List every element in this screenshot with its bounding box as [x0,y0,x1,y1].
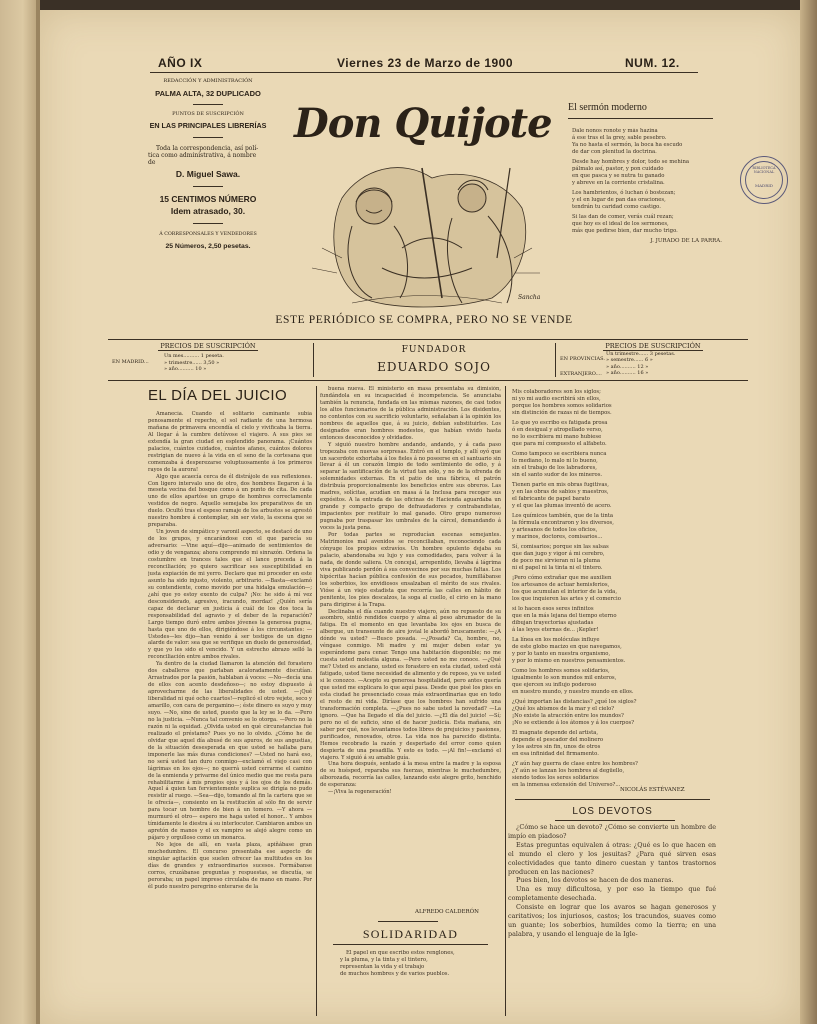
article-paragraph: Una hora después, sentado á la mesa entre la madre y la esposa de su huésped, reparaba sus fuerzas, mientras le muchedumbre, alborozada, recorría las calles, lanzando este alegre grito, henchido de esperanza: [320,761,501,789]
solidaridad-title-rule [333,944,488,945]
solidaridad-line: y la pluma, y la tinta y el tintero, [340,957,428,963]
poem-stanza: ¿Y aún hay guerra de clase entre los hombres? ¿Y aún se lanzan los hombres al degüello, siendo todos los seres solidarios en la inmensa extensión del Universo?... [512,761,638,786]
column-rule-1 [316,386,317,1016]
price-divider [193,223,223,224]
sermon-title-rule [568,118,713,119]
subs-left-box [108,340,308,380]
devotos-title: LOS DEVOTOS [572,806,653,817]
masthead-date: Viernes 23 de Marzo de 1900 [337,56,514,70]
subscription-band [108,339,748,381]
devotos-top-rule [515,799,710,800]
subs-left-row: Un mes.......... 1 peseta. [164,353,224,359]
poem-stanza: ¿Qué importan las distancias? ¿qué los siglos? ¿Qué los abismos de la mar y el cielo? ¡No existe la atracción entre los mundos? ¡No se extiende á los átomos y á los cuerpos? [512,699,637,726]
subs-right-row: » año.......... 12 » [606,363,649,370]
subs-left-rule [158,350,258,351]
binding-spine [0,0,38,1024]
manager-divider [193,186,223,187]
resellers-label: Á CORRESPONSALES Y VENDEDORES [159,232,257,237]
points-value: EN LAS PRINCIPALES LIBRERÍAS [149,121,267,130]
poem-stanza: Mis colaboradores son los siglos; ni yo mi audio escribirá sin ellos, porque los hombres somos solidarios sin distinción de razas ni de tiempos. [512,389,612,416]
sermon-author: J. JURADO DE LA PARRA. [650,238,722,244]
slogan: ESTE PERIÓDICO SE COMPRA, PERO NO SE VENDE [275,314,573,326]
correspondence-3: de [148,159,156,166]
admin-label: REDACCIÓN Y ADMINISTRACIÓN [163,78,253,84]
resellers-value: 25 Números, 2,50 pesetas. [165,243,251,250]
devotos-paragraph: Consiste en lograr que los avaros se hagan generosos y caritativos; los injuriosos, castos; los tracundos, suaves como un guante; los soberbios, humildes como la tierra; en una palabra, y usando el lenguaje de la Igle- [508,903,716,938]
subs-left-row: » trimestre...... 3,50 » [164,359,220,366]
founder-label: FUNDADOR [401,345,467,355]
logo-title: Don Quijote [294,100,552,147]
poem-stanza: Sí, comisarios; porque sin las salsas que dan jugo y vigor á mi cerebro, de poco me sirvieran ni la pluma ni el papel ni la tinta ni el tintero. [512,544,609,571]
points-divider [193,137,223,138]
solidaridad-top-rule [378,921,438,922]
subs-divider-right [555,343,556,377]
subs-right-row: Un trimestre...... 3 pesetas. [606,351,676,357]
devotos-title-rule [555,820,675,821]
admin-address: PALMA ALTA, 32 DUPLICADO [155,89,261,98]
sermon-stanza-4: Si las dan de comer, verás cuál rezan; que hoy es el ideal de los sermones, más que pedirse bien, dar mucho trigo. [572,214,678,234]
subs-right-provinces: EN PROVINCIAS. [560,356,605,362]
poem-stanza: Los químicos también, que de la tinta la fórmula encontraron y los diversos, y artesanos de todos los oficios, y marinos, doctores, comisarios... [512,513,614,540]
poem-stanza: Lo que yo escribo es fatigada prosa ó en desigual y atropellado verso, no lo escribiera mi mano hubiese que para mí compuesto el alfabeto. [512,420,608,447]
artist-signature: Sancha [518,294,541,301]
solidaridad-line: de muchos hombres y de varios pueblos. [340,971,450,977]
article-author: ALFREDO CALDERÓN [415,909,479,915]
points-label: PUNTOS DE SUSCRIPCIÓN [172,111,244,117]
solidarity-poem-continued [512,389,712,786]
library-stamp [740,156,788,204]
subs-left-row: » año.......... 10 » [164,366,207,373]
article-paragraph: Un joven de simpático y varonil aspecto, se destacó de uno de los grupos, y encarándose con el que parecía su adversario: —Vine aquí—dijo—animado de sentimientos de odio y de venganza; ahora comprendo mi sinrazón. Ordena la costumbre en trances tales que el lance preceda á la reconciliación; yo quiero sacrificar ses susceptibilidad en justa expiación de mi yerro. Declaro que mi proceder en este asunto ha sido injusto, violento, arbitrario. —Basta—exclamó su contendiente, como movido por una hidalga emulación—; ¿ahí que yo estoy exento de culpa? ¡No: he sido á mí vez desconsiderado, agresivo, iracundo, mordaz! ¿Quién sería capaz de declarar en justicia á cuál de los dos toca la responsabilidad del agravio y el deber de la reparación? Largo tiempo duró entre ambos jóvenes la generosa pugna, hasta que uno de ellos, dirigiéndose á los circunstantes: —Ustedes—les dijo—han venido á ser testigos de un digno alarde de valor: sea que se verifique un duelo de generosidad, y que yo les sido el vencido. Y un estrecho abrazo selló la reconciliación entre ambos rivales. [148,529,312,661]
poem-stanza: ¡Pero cómo extrañar que me auxilien los artesanos de actuar hemisferios, los que acumulan el interior de la vida, los que inquieren las artes y el comercio [512,575,621,602]
admin-info-box [148,78,268,250]
subs-right-row: » año.......... 16 » [606,370,649,377]
article-paragraph: Y siguió nuestro hombre andando, andando, y á cada paso tropezaba con nuevas sorpresas. Entró en el templo, y allí oyó que un sacerdote exhortaba á los fieles á no poseerse en el santuario sin llevar á él un corazón limpio de todo sentimiento de odio, y á separar la santificación de la virtud tan sólo, y no de la ofrenda de solemnidades externas. En el patio de una fábrica, el patrón distribuía proporcionalmente los beneficios entre sus obreros. Las madres, solícitas, acudían en masa á la Inclusa para recoger sus expósitos. A la entrada de las oficinas de Hacienda aguardaba un grande y compacto grupo de defraudadores y contrabandistas, impacientes por restituir lo mal ganado. Otro grupo numeroso pugnaba por traspasar los umbrales de la cárcel, demandando á voces la justa pena. [320,441,501,532]
poem-stanza: La línea en los molóculas influye de este globo macizo en que navegamos, y por lo tanto en nuestra organismo, y por lo mismo en nuestros pensamientos. [512,637,626,664]
price-back-issue: Idem atrasado, 30. [170,206,246,216]
solidaridad-title: SOLIDARIDAD [362,927,459,941]
subs-left-place: EN MADRID... [112,359,149,365]
devotos-text [508,823,716,1015]
article-paragraph: Declinaba el día cuando nuestro viajero, aún no repuesto de su asombro, sintió rendidos cuerpo y alma al peso abrumador de la fatiga. En el momento en que levantaba los ojos en busca de albergue, un transeunte de aire jovial le abordó bruscamente: —¿A dónde va usted? —Busco posada. —¿Posada? Ca, hombre, no, véngase conmigo. Mi madre y mi mujer deben estar ya esperándome para cenar. Tengo una habitación disponible; no me cuesta usted molestia alguna. —Pero usted no me conoce. —¿Qué me? Usted es anciano, usted es forastero en esta ciudad, usted está fatigado, usted tiene necesidad de alimento y de reposo, ya ve usted si le conozco. —Acepto su generosa hospitalidad, pero antes quería que usted me explicara lo que aquí pasa. Desde que pisé los pies en esta ciudad he presenciado cosas más extraordinarias que en todo el resto de mi vida. Diríase que los hombres han sufrido una transformación completa. —¿Pues no sabe usted la novedad? —La ignoro. —Que ha llegado el día del juicio. —¿El día del juicio! —Sí; pero no el de suficio, sino el de hacer justicia. Esta mañana, sin saber por qué, nos levantamos todos libres de prejuicios y pasiones, purificados, renovados, otros. La vida nos ha parecido distinta. Hemos recobrado la razón y despertado del error como quien despierta de una pesadilla. Y esto es todo. —¡Al fin!—exclamó el viajero. Y siguió á su amable guía. [320,608,501,761]
subs-right-rows [606,351,748,377]
poem-stanza: Tienen parte en mis obras fugitivas, y en las obras de sabios y maestros, el fabricante de papel barato y el que las plumas inventó de acero. [512,482,612,509]
article-paragraph: buena nueva. El ministerio en masa presentaba su dimisión, fundándola en su incapacidad é incompetencia. Se anunciaba también la renuncia, fundada en las mismas razones, de casi todos los altos funcionarios de la pública administración. Los disidentes, no contentos con su sacrificio voluntario, señalaban á la opinión los nombres de aquellos que, á su juicio, debían substituirles. Los designados eran hombres modestos, que habían vivido hasta entonces desconocidos y olvidados. [320,386,501,441]
page-right-edge [800,0,817,1024]
masthead-year: AÑO IX [158,56,203,70]
subs-right-title: PRECIOS DE SUSCRIPCIÓN [605,342,701,350]
subs-right-row: » semestre...... 6 » [606,357,653,364]
subs-left-rows [164,353,304,373]
poem-author: NICOLÁS ESTÉVANEZ [620,787,685,793]
poem-stanza: Como los hombres somos solidarios, igualmente lo son mundos mil enteros, que ejercen su influjo poderoso en nuestro mundo, y nuestro mundo en ellos. [512,668,634,695]
solidaridad-line: representan la vida y el trabajo [340,964,425,970]
poem-stanza: Como tampoco se escribiera nunca lo mediano, lo malo ni lo bueno, sin el trabajo de los labradores, sin el santo sudor de los mineros. [512,451,607,478]
solidaridad-poem [340,950,500,1010]
founder-name: EDUARDO SOJO [377,360,491,374]
stamp-ring-text: BIBLIOTECA NACIONAL [752,166,776,174]
solidaridad-line: El papel en que escribo estos renglones, [346,950,455,956]
article-title: EL DÍA DEL JUICIO [148,387,288,404]
devotos-paragraph: Estas preguntas equivalen á otras: ¿Qué es lo que hacen en el mundo el clero y los jesuitas? ¿Para qué sirven esas colectividades que tanto dinero cuestan y tantos trastornos producen en las naciones? [508,840,716,876]
sermon-title: El sermón moderno [568,102,647,113]
article-paragraph: Amanecía. Cuando el solitario caminante subía penosamente el repecho, el sol radiante de una hermosa mañana de primavera encendía el cielo y vivificaba la tierra. Al llegar á la cumbre detúvose el viajero. A sus pies se extendía la gran ciudad en esplendido panorama. ¡Cuántos palacios, cuántos cuidados, cuántos afanes, cuántos dolores restrigian de nuevo á la vida en el seno de la cortesana que comenzaba á desperezarse voluptuosamente á los primeros rayos de la aurora! [148,411,312,473]
subs-left-title: PRECIOS DE SUSCRIPCIÓN [160,342,256,350]
admin-divider [193,104,223,105]
sermon-stanza-1: Dale nonos ronote y más hazina á ese tras el la grey, sable pesebro. Ya no hasta el sermón, la boca ha escudo de dar con plenitud la doctrina. [572,128,683,155]
column-rule-2 [505,386,506,1016]
sermon-stanza-2: Desde hay hombres y dolor, todo se mehina pálmalo así, pastor, y pon cuidado en que pasca y se nutra tu ganado y abreve en la corriente cristalina. [572,159,690,186]
sermon-poem [572,128,722,310]
correspondence-2: tica como administrativa, á nombre [148,152,257,159]
subs-right-box [558,340,748,380]
article-column-1 [148,411,312,1015]
subs-right-abroad: EXTRANJERO.... [560,371,602,377]
sermon-stanza-3: Los hambrientos, ó luchan ó bostezan; y el en lugar de pan das oraciones, tendrán tu caridad como castigo. [572,190,676,210]
article-paragraph: Por todas partes se reproducían escenas semejantes. Matrimonios mal avenidos se reconciliaban, reconociendo cada cónyuge los propios extravíos. Un hombre opulento dejaba su palacio, abandonaba su lujo y sus comodidades, para volver á la nada, de donde saliera. Un concejal, arrepentido, llevaba á lágrima viva publicando perdón á sus convecinos por sus muchas faltas. Los hipócritas hacían pública confesión de sus pecados, humillábanse los soberbios, los envidiosos ensalzaban el mérito de sus rivales. Vióse á un viejo estadista que recorría las calles en hábito de penitente, los pies descalzos, la soga al cuello, el cirio en la mano para dirigirse á la Trapa. [320,532,501,608]
price-per-issue: 15 CENTIMOS NÚMERO [159,194,257,204]
article-column-2 [320,386,501,906]
correspondence-1: Toda la correspondencia, así polí- [156,145,259,152]
don-quijote-illustration [282,98,567,313]
article-paragraph: —¡Viva la regeneración! [328,789,392,796]
poem-stanza: si lo hacen esos seres infinitos que en la más lejana del tiempo eterno dibujan trayectorias ajustadas á las leyes eternas de... ¡Kepler! [512,606,617,633]
article-paragraph: Algo que acaecía cerca de él distrájole de sus reflexiones. Con ligero intervalo uno de otro, dos hombres llegaron á la meseta vecina del bosque como á un punto de cita. De cada uno de ellos apartóse un grupo de hombres correctamente vestidos de negro. Aquello semejaba los preparativos de un duelo. Ocultó tras el espeso ramaje de los arbustos se aprestó nuestro hombre á contemplar, sin ser visto, la escena que se preparaba. [148,473,312,529]
devotos-paragraph: ¿Cómo se hace un devoto? ¿Cómo se convierte un hombre de impío en piadoso? [508,823,716,840]
stamp-center-text: MADRID [755,183,773,188]
article-paragraph: No lejos de allí, en vasta plaza, apiñábase gran muchedumbre. El concurso presentaba ese aspecto de singular agitación que suelen ofrecer las multitudes en los días de grandes y extraordinarios sucesos. Formábanse corros, cruzábanse preguntas y respuestas, se discutía, se peroraba; un papel impreso circulaba de mano en mano. Por él pudo nuestro peregrino enterarse de la [148,842,312,890]
devotos-paragraph: Pues bien, los devotos se hacen de dos maneras. [516,876,674,885]
newspaper-page [40,10,800,1024]
masthead-number: NUM. 12. [625,56,680,70]
poem-stanza: El magnate depende del artista, depende el pescador del molinero y los astros sin fin, unos de otros en esa infinidad del firmamento. [512,730,604,757]
article-paragraph: Ya dentro de la ciudad llamaron la atención del forastero dos caballeros que parlaban acaloradamente discutían. Arrastrados por la pasión, hablaban á voces: —No—decía una de ellos con acento desdeñoso—; no estoy dispuesto á aprovecharme de las liberalidades de usted. —¡Qué liberalidad ni qué ocho cuartos!—replicó el otro vejete, seco y amarillo, con cara de pergamino—; éste dinero es suyo y muy suyo. —No, sino de usted, puesto que la ley se lo da. —Pero no la justicia. —Nunca tal convenio se lo otorga. —Pero no la razón ni la equidad. ¿Olvida usted en qué circunstancias fué realizado el préstamo? Pues yo no lo olvido. ¿Cómo he de olvidar que aquel día abusé de sus apuros, de sus angustias, de la situación desesperada en que usted se hallaba para imponerle las más duras condiciones? —Usted no hará eso, no será usted tan duro conmigo—exclamó el viejo casi con lágrimas en los ojos—; no querrá usted cerrarme el camino de la enmienda y privarme del único medio que me resta para rehabilitarme á mis propios ojos y á los ojos de los demás. Aquel á quien tan fervientemente suplica se dirigía no pudo resistir al ruego. —Sea—dijo, tomando al fin la cartera que se le ofrecía—, consiento en la restitución al sólo fin de servir para tocar un hombre de bien á un tomero. —Y ahora —murmuró el otro— espero me haga usted el honor... Y ambos tímidamente le diestra á su interlocutor. Cambiaron ambos un apretón de manos y el ex vampiro se alejó alegre como un pájaro y orgulloso como un monarca. [148,661,312,842]
masthead-rule [150,72,698,73]
manager-name: D. Miguel Sawa. [175,169,241,179]
devotos-paragraph: Una es muy dificultosa, y por eso la tiempo que fué completamente desechada. [508,885,716,903]
